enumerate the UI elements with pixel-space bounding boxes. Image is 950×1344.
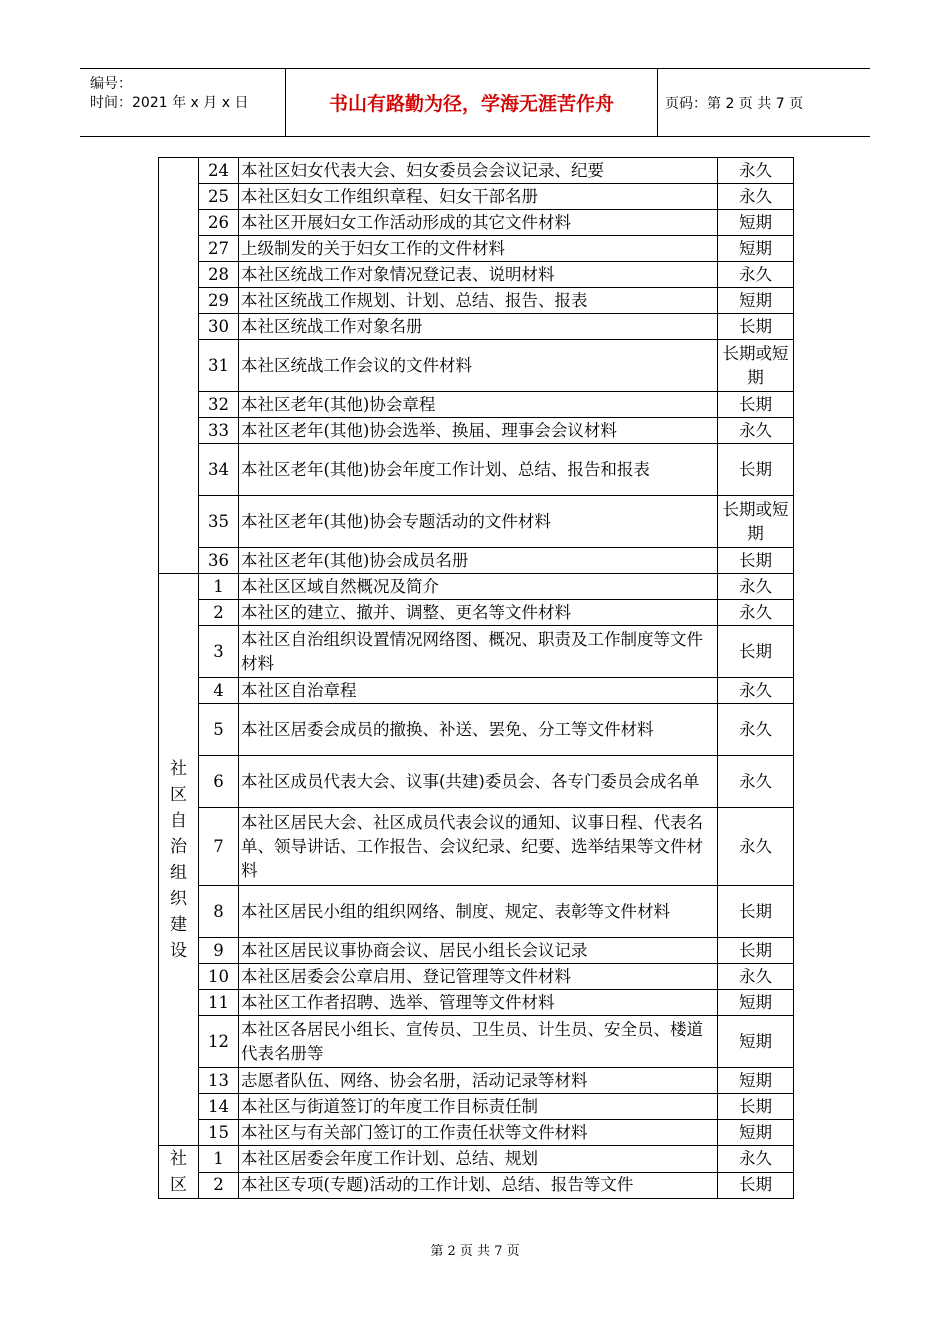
item-content: 本社区统战工作会议的文件材料 xyxy=(239,340,718,392)
item-number: 35 xyxy=(199,496,239,548)
item-content: 本社区自治章程 xyxy=(239,678,718,704)
item-content: 本社区老年(其他)协会成员名册 xyxy=(239,548,718,574)
table-row xyxy=(159,1120,794,1146)
table-row xyxy=(159,314,794,340)
retention-term: 长期 xyxy=(718,1172,794,1199)
table-row xyxy=(159,808,794,886)
header-divider xyxy=(657,69,658,136)
retention-term: 短期 xyxy=(718,1068,794,1094)
retention-term: 短期 xyxy=(718,236,794,262)
retention-term: 永久 xyxy=(718,184,794,210)
item-number: 25 xyxy=(199,184,239,210)
retention-term: 短期 xyxy=(718,210,794,236)
item-content: 本社区居委会成员的撤换、补送、罢免、分工等文件材料 xyxy=(239,704,718,756)
item-number: 5 xyxy=(199,704,239,756)
item-number: 4 xyxy=(199,678,239,704)
item-content: 本社区老年(其他)协会章程 xyxy=(239,392,718,418)
item-number: 2 xyxy=(199,600,239,626)
retention-term: 长期 xyxy=(718,626,794,678)
table-row xyxy=(159,964,794,990)
category-cell xyxy=(159,158,199,574)
item-content: 本社区居民小组的组织网络、制度、规定、表彰等文件材料 xyxy=(239,886,718,938)
table-row xyxy=(159,626,794,678)
table-row xyxy=(159,392,794,418)
retention-term: 永久 xyxy=(718,574,794,600)
retention-term: 短期 xyxy=(718,990,794,1016)
item-content: 本社区老年(其他)协会专题活动的文件材料 xyxy=(239,496,718,548)
table-row xyxy=(159,756,794,808)
retention-term: 永久 xyxy=(718,418,794,444)
item-content: 本社区区域自然概况及简介 xyxy=(239,574,718,600)
retention-term: 长期 xyxy=(718,444,794,496)
table-row xyxy=(159,1146,794,1173)
retention-term: 长期或短期 xyxy=(718,496,794,548)
item-number: 6 xyxy=(199,756,239,808)
retention-term: 长期 xyxy=(718,314,794,340)
retention-term: 永久 xyxy=(718,678,794,704)
retention-term: 永久 xyxy=(718,262,794,288)
table-row xyxy=(159,1172,794,1199)
item-number: 31 xyxy=(199,340,239,392)
item-content: 本社区居委会年度工作计划、总结、规划 xyxy=(239,1146,718,1173)
retention-term: 永久 xyxy=(718,964,794,990)
item-content: 本社区各居民小组长、宣传员、卫生员、计生员、安全员、楼道代表名册等 xyxy=(239,1016,718,1068)
item-number: 33 xyxy=(199,418,239,444)
category-cell xyxy=(159,574,199,1146)
table-row xyxy=(159,236,794,262)
retention-term: 长期 xyxy=(718,886,794,938)
table-row xyxy=(159,886,794,938)
page-footer: 第 2 页 共 7 页 xyxy=(430,1244,520,1259)
item-number: 36 xyxy=(199,548,239,574)
retention-term: 短期 xyxy=(718,1016,794,1068)
retention-term: 长期 xyxy=(718,938,794,964)
item-number: 12 xyxy=(199,1016,239,1068)
item-number: 28 xyxy=(199,262,239,288)
item-number: 9 xyxy=(199,938,239,964)
category-label: 社区 xyxy=(170,1149,187,1195)
retention-term: 永久 xyxy=(718,158,794,184)
category-cell xyxy=(159,1146,199,1199)
item-number: 13 xyxy=(199,1068,239,1094)
item-number: 11 xyxy=(199,990,239,1016)
table-row xyxy=(159,496,794,548)
table-row xyxy=(159,444,794,496)
retention-term: 长期 xyxy=(718,392,794,418)
table-row xyxy=(159,938,794,964)
item-number: 7 xyxy=(199,808,239,886)
table-row xyxy=(159,418,794,444)
category-label: 社区自治组织建设 xyxy=(170,758,187,961)
item-content: 本社区居民大会、社区成员代表会议的通知、议事日程、代表名单、领导讲话、工作报告、会议纪录、纪要、选举结果等文件材料 xyxy=(239,808,718,886)
table-row xyxy=(159,990,794,1016)
table-row xyxy=(159,548,794,574)
item-content: 本社区老年(其他)协会选举、换届、理事会会议材料 xyxy=(239,418,718,444)
serial-number-label: 编号： xyxy=(90,76,132,92)
table-row xyxy=(159,158,794,184)
retention-term: 永久 xyxy=(718,1146,794,1173)
item-number: 1 xyxy=(199,1146,239,1173)
item-number: 2 xyxy=(199,1172,239,1199)
item-content: 本社区自治组织设置情况网络图、概况、职责及工作制度等文件材料 xyxy=(239,626,718,678)
item-content: 本社区与街道签订的年度工作目标责任制 xyxy=(239,1094,718,1120)
table-row xyxy=(159,210,794,236)
item-content: 本社区老年(其他)协会年度工作计划、总结、报告和报表 xyxy=(239,444,718,496)
item-number: 27 xyxy=(199,236,239,262)
item-number: 14 xyxy=(199,1094,239,1120)
item-number: 34 xyxy=(199,444,239,496)
item-number: 26 xyxy=(199,210,239,236)
item-content: 本社区与有关部门签订的工作责任状等文件材料 xyxy=(239,1120,718,1146)
item-content: 本社区统战工作规划、计划、总结、报告、报表 xyxy=(239,288,718,314)
retention-term: 长期 xyxy=(718,1094,794,1120)
item-number: 29 xyxy=(199,288,239,314)
table-row xyxy=(159,184,794,210)
table-body xyxy=(159,158,794,1199)
retention-term: 永久 xyxy=(718,704,794,756)
item-number: 8 xyxy=(199,886,239,938)
table-row xyxy=(159,288,794,314)
item-content: 本社区成员代表大会、议事(共建)委员会、各专门委员会成名单 xyxy=(239,756,718,808)
item-content: 本社区开展妇女工作活动形成的其它文件材料 xyxy=(239,210,718,236)
item-number: 15 xyxy=(199,1120,239,1146)
item-content: 本社区的建立、撤并、调整、更名等文件材料 xyxy=(239,600,718,626)
retention-term: 短期 xyxy=(718,288,794,314)
archive-catalogue-table xyxy=(158,157,794,1199)
table-row xyxy=(159,678,794,704)
header-meta xyxy=(90,75,248,113)
item-content: 志愿者队伍、网络、协会名册，活动记录等材料 xyxy=(239,1068,718,1094)
item-number: 30 xyxy=(199,314,239,340)
table-row xyxy=(159,704,794,756)
page-header xyxy=(80,68,870,137)
item-number: 24 xyxy=(199,158,239,184)
item-content: 本社区统战工作对象情况登记表、说明材料 xyxy=(239,262,718,288)
item-number: 10 xyxy=(199,964,239,990)
item-content: 本社区居民议事协商会议、居民小组长会议记录 xyxy=(239,938,718,964)
item-content: 本社区居委会公章启用、登记管理等文件材料 xyxy=(239,964,718,990)
retention-term: 短期 xyxy=(718,1120,794,1146)
item-number: 1 xyxy=(199,574,239,600)
retention-term: 永久 xyxy=(718,600,794,626)
retention-term: 永久 xyxy=(718,756,794,808)
item-content: 上级制发的关于妇女工作的文件材料 xyxy=(239,236,718,262)
item-number: 3 xyxy=(199,626,239,678)
table-row xyxy=(159,262,794,288)
retention-term: 永久 xyxy=(718,808,794,886)
date-label: 时间：2021 年 x 月 x 日 xyxy=(90,95,249,111)
table-row xyxy=(159,1094,794,1120)
retention-term: 长期或短期 xyxy=(718,340,794,392)
header-page-number: 页码：第 2 页 共 7 页 xyxy=(665,95,804,112)
table-row xyxy=(159,600,794,626)
item-content: 本社区专项(专题)活动的工作计划、总结、报告等文件 xyxy=(239,1172,718,1199)
item-content: 本社区工作者招聘、选举、管理等文件材料 xyxy=(239,990,718,1016)
table-row xyxy=(159,1068,794,1094)
table-row xyxy=(159,574,794,600)
item-content: 本社区妇女工作组织章程、妇女干部名册 xyxy=(239,184,718,210)
item-content: 本社区统战工作对象名册 xyxy=(239,314,718,340)
item-number: 32 xyxy=(199,392,239,418)
table-row xyxy=(159,1016,794,1068)
item-content: 本社区妇女代表大会、妇女委员会会议记录、纪要 xyxy=(239,158,718,184)
retention-term: 长期 xyxy=(718,548,794,574)
header-motto: 书山有路勤为径，学海无涯苦作舟 xyxy=(328,93,614,115)
table-row xyxy=(159,340,794,392)
